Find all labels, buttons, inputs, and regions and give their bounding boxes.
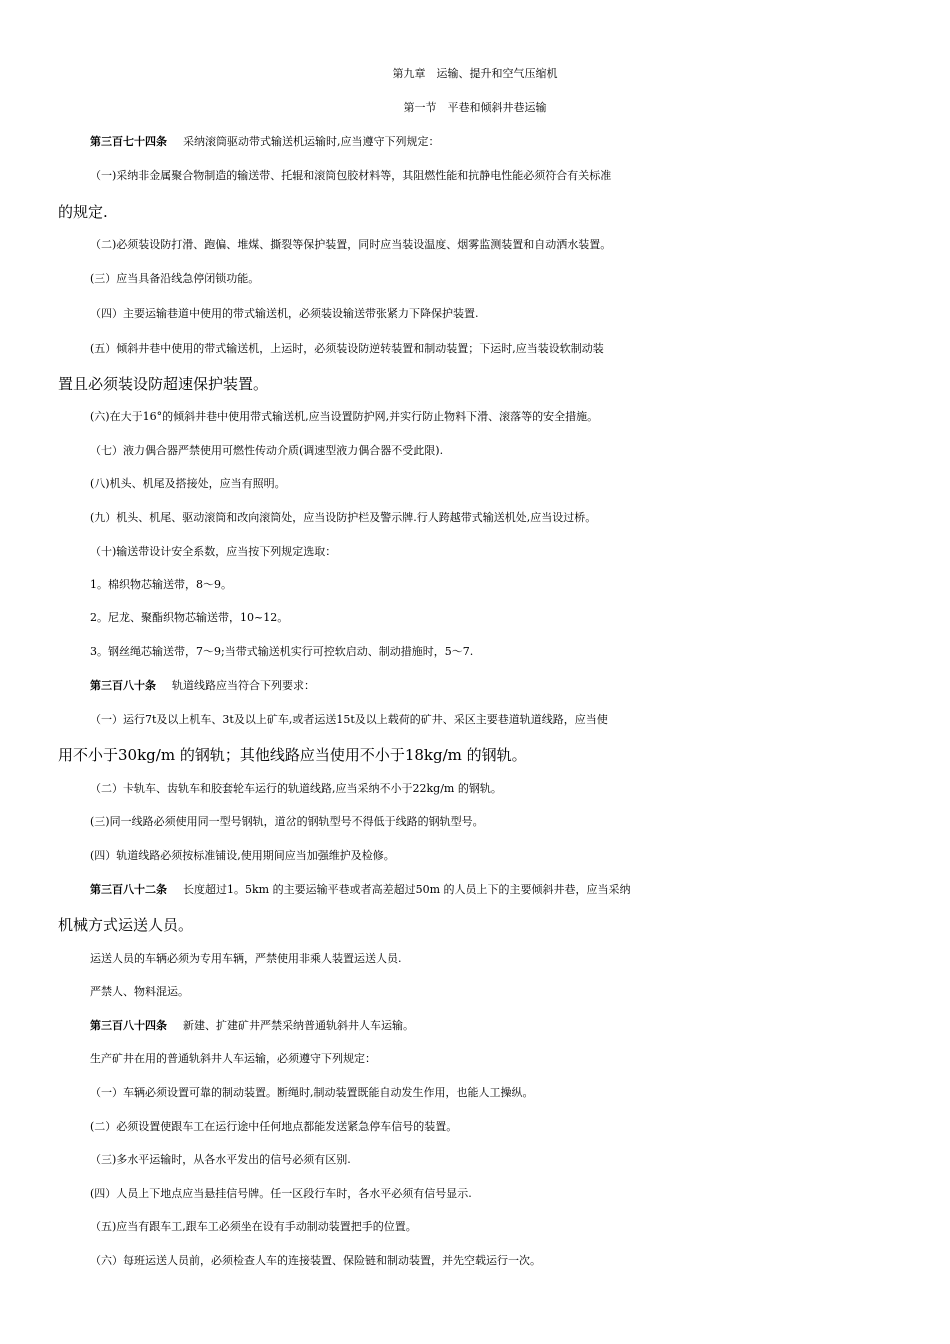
article-text: 采纳滚筒驱动带式输送机运输时,应当遵守下列规定： [183,135,440,148]
paragraph: (三）应当具备沿线急停闭锁功能。 [90,272,260,285]
paragraph: 严禁人、物料混运。 [90,985,189,998]
article-number: 第三百八十条 [90,679,156,692]
paragraph: (四）人员上下地点应当悬挂信号牌。任一区段行车时，各水平必须有信号显示. [90,1187,472,1200]
article-380-heading [90,675,940,697]
article-382-heading [90,879,940,901]
paragraph: 机械方式运送人员。 [58,916,194,934]
article-number: 第三百八十二条 [90,883,167,896]
article-number: 第三百七十四条 [90,135,167,148]
paragraph: 运送人员的车辆必须为专用车辆，严禁使用非乘人装置运送人员. [90,952,402,965]
chapter-title: 第九章 运输、提升和空气压缩机 [392,67,558,80]
paragraph: （五)应当有跟车工,跟车工必须坐在设有手动制动装置把手的位置。 [90,1220,417,1233]
paragraph: (八)机头、机尾及搭接处，应当有照明。 [90,477,286,490]
paragraph: （七）液力偶合器严禁使用可燃性传动介质(调速型液力偶合器不受此限). [90,444,444,457]
article-text: 长度超过1。5km 的主要运输平巷或者高差超过50m 的人员上下的主要倾斜井巷，应当采纳 [183,883,631,896]
paragraph: （一）车辆必须设置可靠的制动装置。断绳时,制动装置既能自动发生作用，也能人工操纵。 [90,1086,534,1099]
paragraph: (二）必须设置使跟车工在运行途中任何地点都能发送紧急停车信号的装置。 [90,1120,458,1133]
paragraph: 2。尼龙、聚酯织物芯输送带，10~12。 [90,611,289,624]
paragraph: （二）卡轨车、齿轨车和胶套轮车运行的轨道线路,应当采纳不小于22kg/m 的钢轨。 [90,782,502,795]
article-text: 新建、扩建矿井严禁采纳普通轨斜井人车运输。 [183,1019,414,1032]
paragraph: （四）主要运输巷道中使用的带式输送机，必须装设输送带张紧力下降保护装置. [90,307,479,320]
paragraph: （三)多水平运输时，从各水平发出的信号必须有区别. [90,1153,351,1166]
paragraph: （六）每班运送人员前，必须检查人车的连接装置、保险链和制动装置，并先空载运行一次。 [90,1254,541,1267]
section-title: 第一节 平巷和倾斜井巷运输 [403,101,547,114]
article-number: 第三百八十四条 [90,1019,167,1032]
paragraph: 的规定. [58,203,108,221]
paragraph: 1。棉织物芯输送带，8～9。 [90,578,232,591]
paragraph: (四）轨道线路必须按标准铺设,使用期间应当加强维护及检修。 [90,849,395,862]
paragraph: 置且必须装设防超速保护装置。 [58,375,269,393]
paragraph: （二)必须装设防打滑、跑偏、堆煤、撕裂等保护装置，同时应当装设温度、烟雾监测装置和自动洒水装置。 [90,238,612,251]
paragraph: (六)在大于16°的倾斜井巷中使用带式输送机,应当设置防护网,并实行防止物料下滑、滚落等的安全措施。 [90,410,599,423]
paragraph: 生产矿井在用的普通轨斜井人车运输，必须遵守下列规定： [90,1052,376,1065]
paragraph: (九）机头、机尾、驱动滚筒和改向滚筒处，应当设防护栏及警示牌.行人跨越带式输送机处,应当设过桥。 [90,511,597,524]
paragraph: （一)采纳非金属聚合物制造的输送带、托辊和滚筒包胶材料等，其阻燃性能和抗静电性能必须符合有关标准 [90,169,612,182]
article-text: 轨道线路应当符合下列要求： [172,679,315,692]
paragraph: (三)同一线路必须使用同一型号钢轨，道岔的钢轨型号不得低于线路的钢轨型号。 [90,815,484,828]
article-374-heading [90,131,940,153]
paragraph: （十)输送带设计安全系数，应当按下列规定选取： [90,545,337,558]
paragraph: 用不小于30kg/m 的钢轨；其他线路应当使用不小于18kg/m 的钢轨。 [58,746,527,764]
paragraph: 3。钢丝绳芯输送带，7～9;当带式输送机实行可控软启动、制动措施时，5～7. [90,645,474,658]
paragraph: （一）运行7t及以上机车、3t及以上矿车,或者运送15t及以上载荷的矿井、采区主要巷道轨道线路，应当使 [90,713,608,726]
paragraph: (五）倾斜井巷中使用的带式输送机，上运时，必须装设防逆转装置和制动装置；下运时,应当装设软制动装 [90,342,604,355]
article-384-heading [90,1015,940,1037]
